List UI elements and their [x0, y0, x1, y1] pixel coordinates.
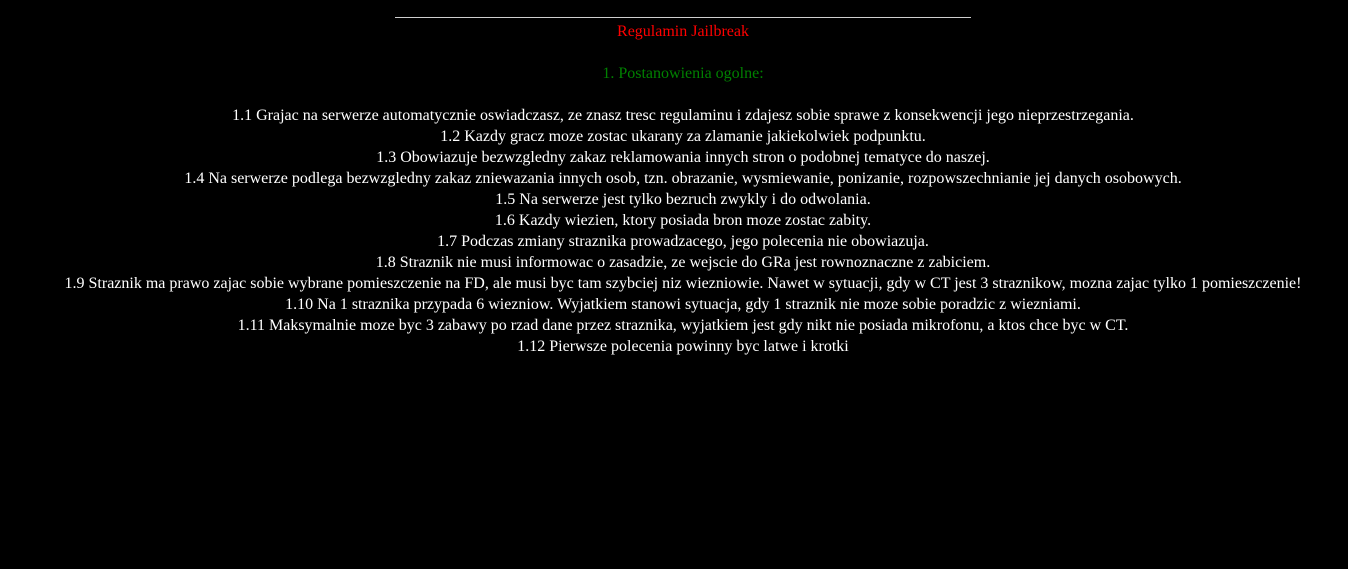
rule-item: 1.1 Grajac na serwerze automatycznie oswiadczasz, ze znasz tresc regulaminu i zdajesz sobie sprawe z konsekwencji jego nieprzestrzegania. [232, 107, 1134, 124]
rules-list [40, 105, 1326, 357]
rule-item: 1.2 Kazdy gracz moze zostac ukarany za zlamanie jakiekolwiek podpunktu. [440, 128, 926, 145]
rule-item: 1.4 Na serwerze podlega bezwzgledny zakaz zniewazania innych osob, tzn. obrazanie, wysmiewanie, ponizanie, rozpowszechnianie jej danych osobowych. [184, 170, 1182, 187]
rule-item: 1.3 Obowiazuje bezwzgledny zakaz reklamowania innych stron o podobnej tematyce do naszej. [376, 149, 990, 166]
section-heading: 1. Postanowienia ogolne: [602, 65, 764, 82]
rule-item: 1.6 Kazdy wiezien, ktory posiada bron moze zostac zabity. [494, 212, 872, 229]
page-title: Regulamin Jailbreak [617, 23, 749, 40]
rule-item: 1.11 Maksymalnie moze byc 3 zabawy po rzad dane przez straznika, wyjatkiem jest gdy nikt nie posiada mikrofonu, a ktos chce byc w CT. [237, 317, 1129, 334]
rule-item: 1.8 Straznik nie musi informowac o zasadzie, ze wejscie do GRa jest rownoznaczne z zabiciem. [375, 254, 991, 271]
rule-item: 1.10 Na 1 straznika przypada 6 wiezniow. Wyjatkiem stanowi sytuacja, gdy 1 straznik nie moze sobie poradzic z wiezniami. [285, 296, 1081, 313]
rule-item: 1.7 Podczas zmiany straznika prowadzacego, jego polecenia nie obowiazuja. [437, 233, 929, 250]
rule-item: 1.5 Na serwerze jest tylko bezruch zwykly i do odwolania. [495, 191, 871, 208]
horizontal-rule [395, 17, 971, 18]
rule-item: 1.12 Pierwsze polecenia powinny byc latwe i krotki [517, 338, 849, 355]
rule-item: 1.9 Straznik ma prawo zajac sobie wybrane pomieszczenie na FD, ale musi byc tam szybciej niz wiezniowie. Nawet w sytuacji, gdy w CT jest 3 straznikow, mozna zajac tylko 1 pomieszczenie! [64, 275, 1302, 292]
